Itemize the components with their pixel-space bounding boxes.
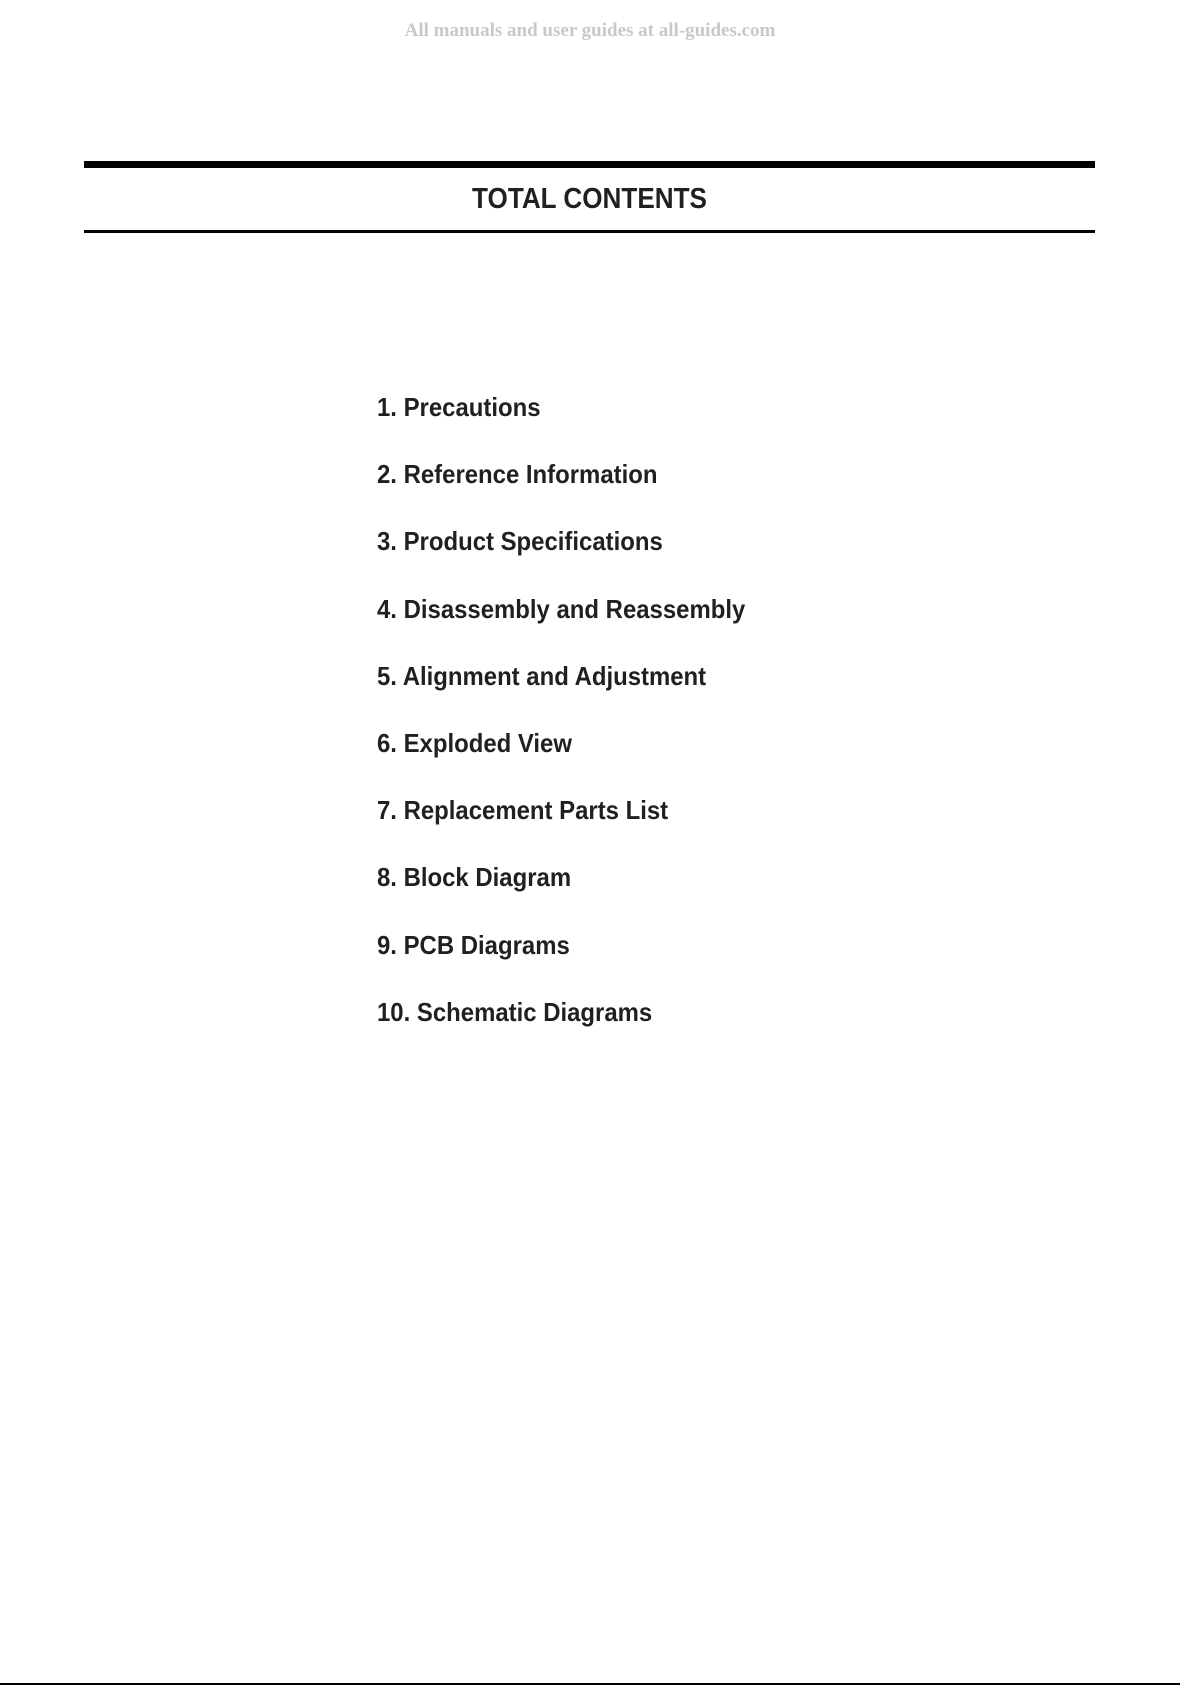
toc-item-disassembly-reassembly[interactable]: 4. Disassembly and Reassembly <box>377 593 746 624</box>
watermark: All manuals and user guides at all-guides.com <box>404 20 776 41</box>
toc-item-reference-information[interactable]: 2. Reference Information <box>377 459 658 490</box>
page-title: TOTAL CONTENTS <box>472 183 707 215</box>
toc-item-product-specifications[interactable]: 3. Product Specifications <box>377 526 663 557</box>
toc-item-alignment-adjustment[interactable]: 5. Alignment and Adjustment <box>377 660 707 691</box>
toc-item-pcb-diagrams[interactable]: 9. PCB Diagrams <box>377 929 570 960</box>
toc-item-precautions[interactable]: 1. Precautions <box>377 392 541 422</box>
toc-item-replacement-parts-list[interactable]: 7. Replacement Parts List <box>377 795 669 826</box>
toc-item-block-diagram[interactable]: 8. Block Diagram <box>377 862 572 893</box>
toc-item-schematic-diagrams[interactable]: 10. Schematic Diagrams <box>377 996 653 1027</box>
table-of-contents <box>377 386 777 1058</box>
title-band <box>84 161 1095 233</box>
toc-item-exploded-view[interactable]: 6. Exploded View <box>377 727 572 758</box>
